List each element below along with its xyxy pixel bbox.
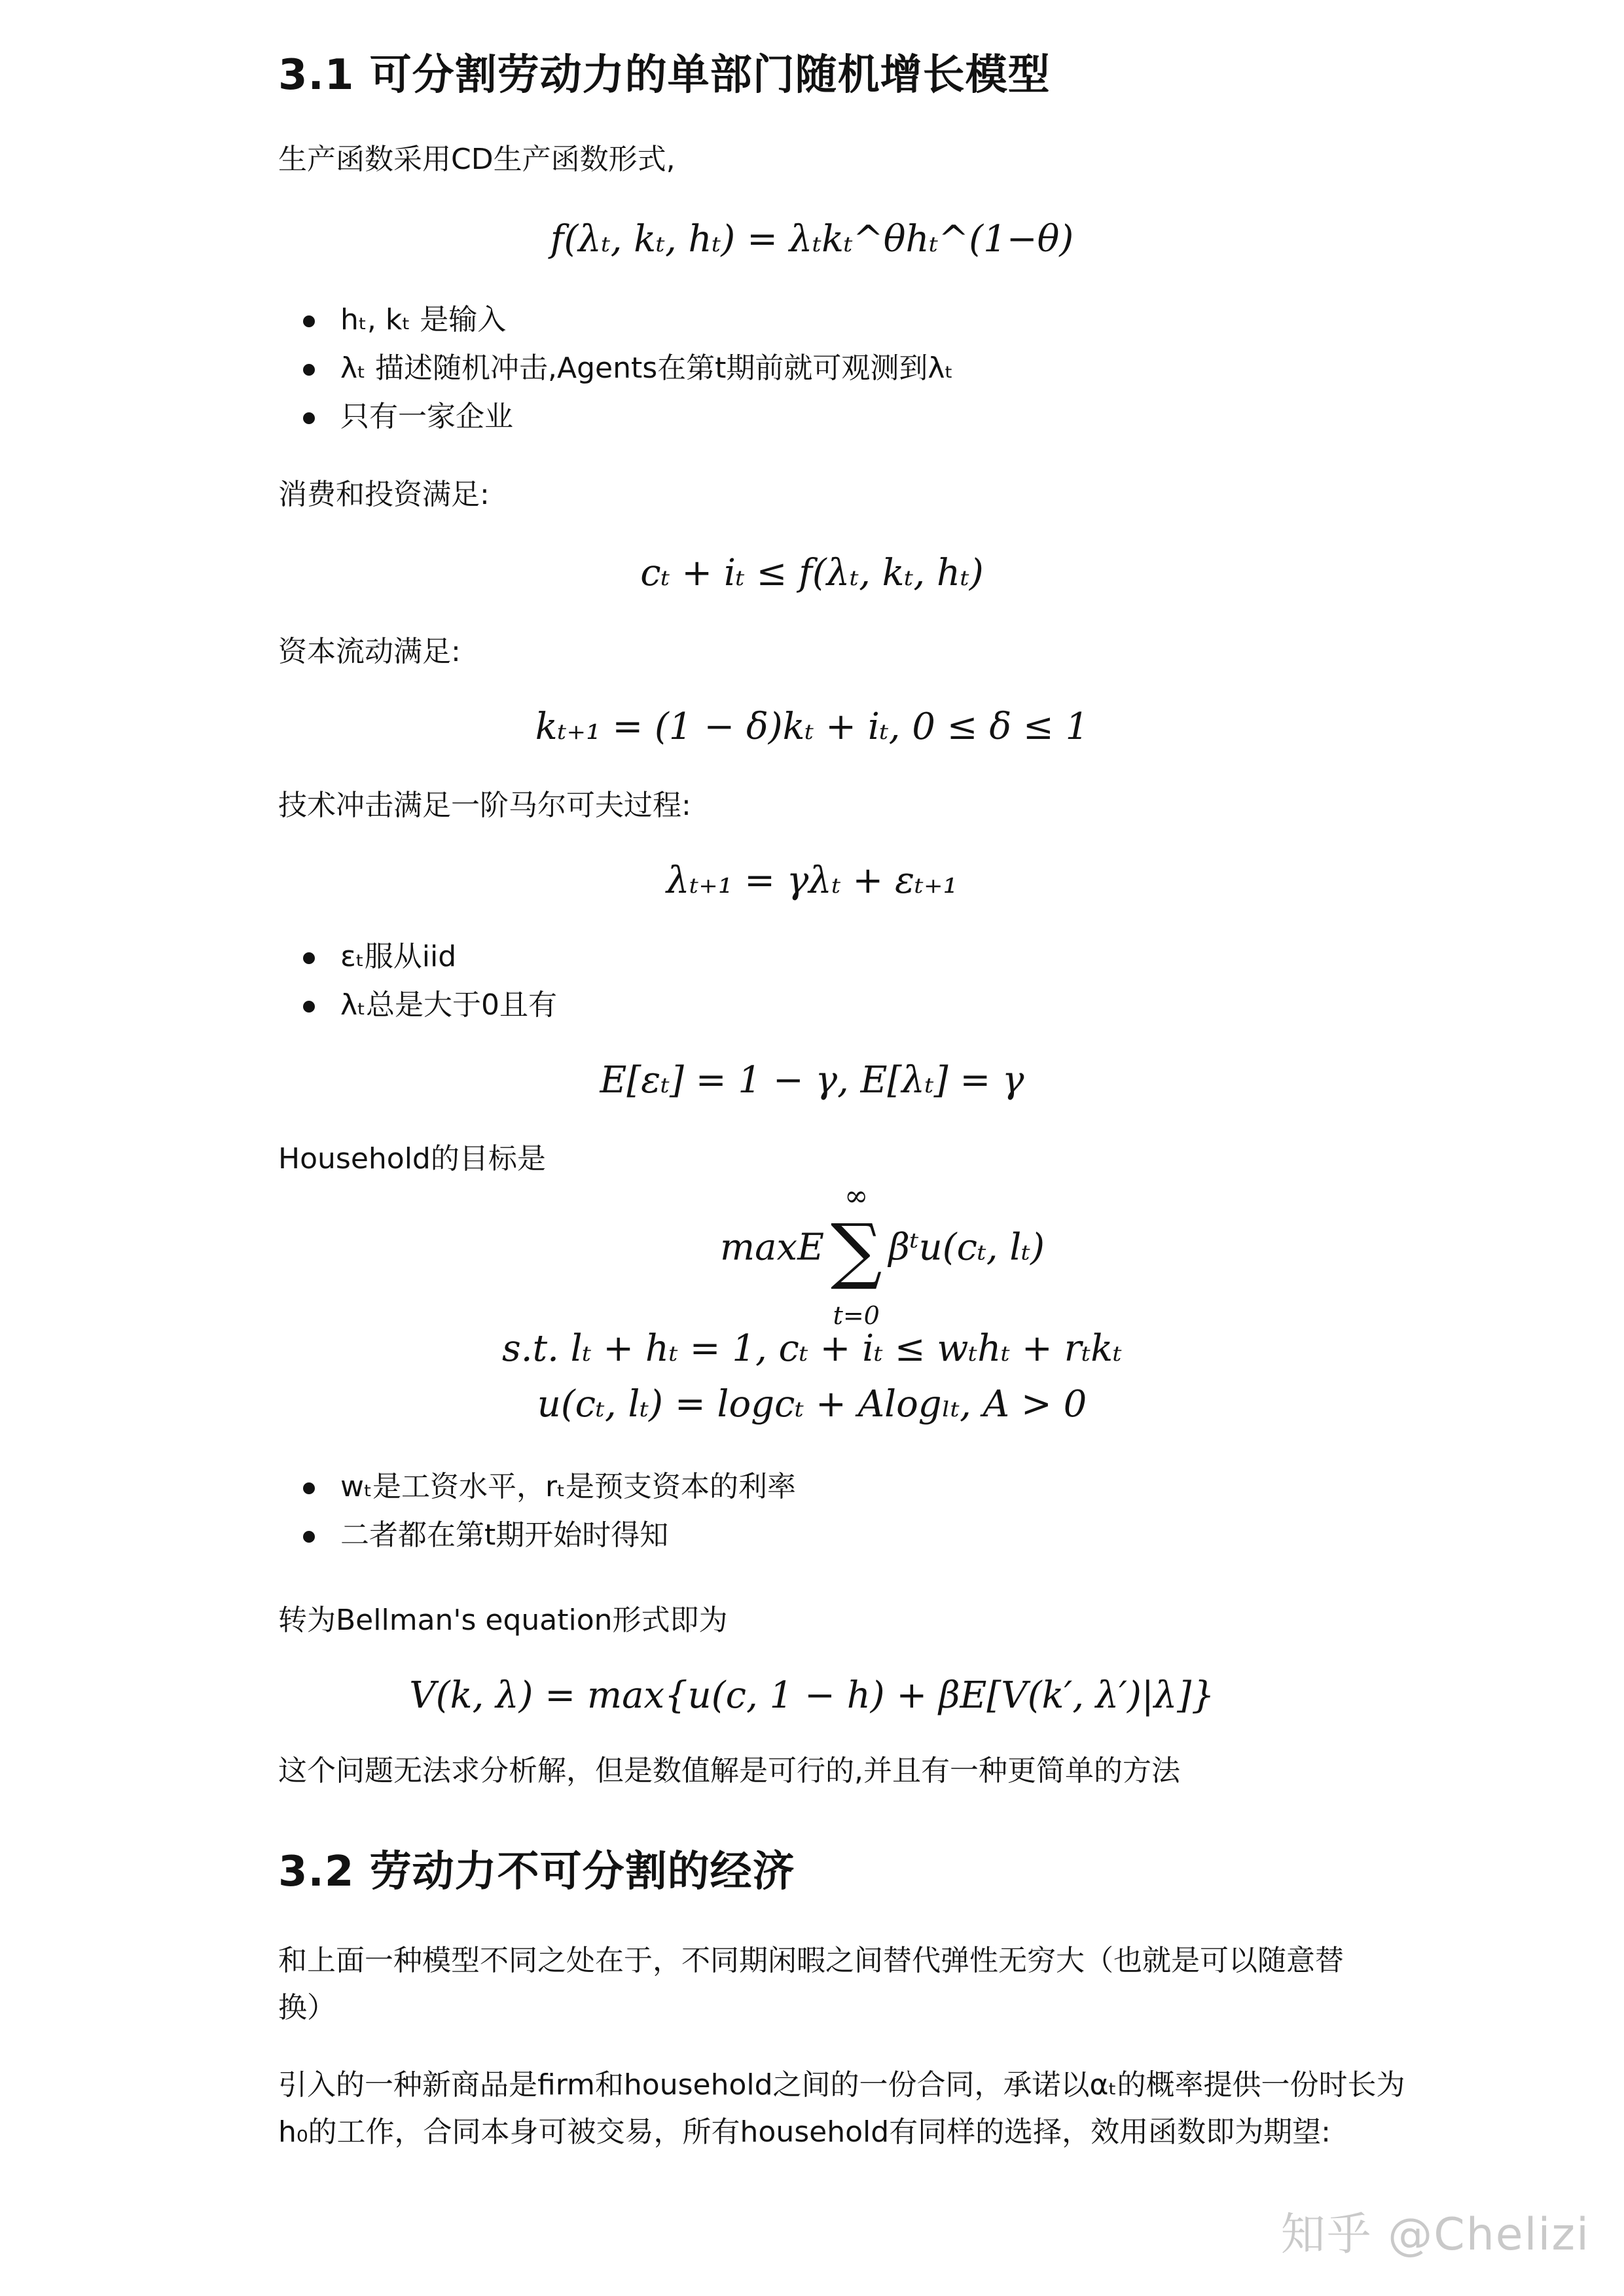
- paragraph-line: 和上面一种模型不同之处在于，不同期闲暇之间替代弹性无穷大（也就是可以随意替: [278, 1944, 1344, 1977]
- equation-expectations: E[εₜ] = 1 − γ, E[λₜ] = γ: [600, 1059, 1024, 1102]
- equation-markov-shock: λₜ₊₁ = γλₜ + εₜ₊₁: [666, 859, 958, 902]
- equation-consumption-constraint: cₜ + iₜ ≤ f(λₜ, kₜ, hₜ): [640, 552, 984, 594]
- bullet-list-shock: [278, 933, 1493, 1030]
- paragraph-production-intro: 生产函数采用CD生产函数形式,: [278, 143, 676, 176]
- list-item: 只有一家企业: [278, 393, 1493, 441]
- paragraph-capital-label: 资本流动满足:: [278, 635, 461, 668]
- list-item: hₜ, kₜ 是输入: [278, 296, 1493, 344]
- paragraph-line: 引入的一种新商品是firm和household之间的一份合同，承诺以αₜ的概率提供一份时长为: [278, 2068, 1405, 2102]
- paragraph-bellman-label: 转为Bellman's equation形式即为: [278, 1604, 728, 1637]
- paragraph-contract: [278, 2062, 1493, 2156]
- equation-household-objective: [720, 1179, 1045, 1330]
- zhihu-watermark: 知乎 @Chelizi: [1280, 2209, 1590, 2261]
- paragraph-line: 换）: [278, 1991, 336, 2024]
- equation-production-function: f(λₜ, kₜ, hₜ) = λₜkₜ^θhₜ^(1−θ): [550, 218, 1074, 260]
- list-item: λₜ总是大于0且有: [278, 981, 1493, 1030]
- paragraph-shock-label: 技术冲击满足一阶马尔可夫过程:: [278, 789, 691, 822]
- list-item: εₜ服从iid: [278, 933, 1493, 981]
- objective-prefix: maxE: [720, 1226, 824, 1269]
- equation-bellman: V(k, λ) = max{u(c, 1 − h) + βE[V(k′, λ′)|λ]}: [409, 1674, 1215, 1717]
- objective-body: βᵗu(cₜ, lₜ): [888, 1226, 1045, 1269]
- section-heading-3-2: 3.2 劳动力不可分割的经济: [278, 1848, 795, 1896]
- list-item: λₜ 描述随机冲击,Agents在第t期前就可观测到λₜ: [278, 344, 1493, 393]
- bullet-list-inputs: [278, 296, 1493, 441]
- equation-capital-flow: kₜ₊₁ = (1 − δ)kₜ + iₜ, 0 ≤ δ ≤ 1: [535, 706, 1089, 748]
- equation-budget-constraint: s.t. lₜ + hₜ = 1, cₜ + iₜ ≤ wₜhₜ + rₜkₜ: [502, 1327, 1122, 1370]
- bullet-list-prices: [278, 1463, 1493, 1560]
- paragraph-consumption-label: 消费和投资满足:: [278, 478, 490, 511]
- list-item: wₜ是工资水平，rₜ是预支资本的利率: [278, 1463, 1493, 1511]
- paragraph-line: h₀的工作，合同本身可被交易，所有household有同样的选择，效用函数即为期望:: [278, 2115, 1331, 2149]
- paragraph-substitution: [278, 1937, 1493, 2032]
- summation-symbol: ∑ ∞ t=0: [831, 1214, 882, 1286]
- summation-lower-limit: t=0: [833, 1301, 880, 1330]
- paragraph-household-label: Household的目标是: [278, 1142, 546, 1175]
- list-item: 二者都在第t期开始时得知: [278, 1511, 1493, 1560]
- summation-upper-limit: ∞: [844, 1179, 869, 1213]
- section-heading-3-1: 3.1 可分割劳动力的单部门随机增长模型: [278, 51, 1051, 99]
- paragraph-conclusion: 这个问题无法求分析解，但是数值解是可行的,并且有一种更简单的方法: [278, 1754, 1180, 1787]
- equation-utility: u(cₜ, lₜ) = logcₜ + Alogₗₜ, A > 0: [537, 1383, 1087, 1426]
